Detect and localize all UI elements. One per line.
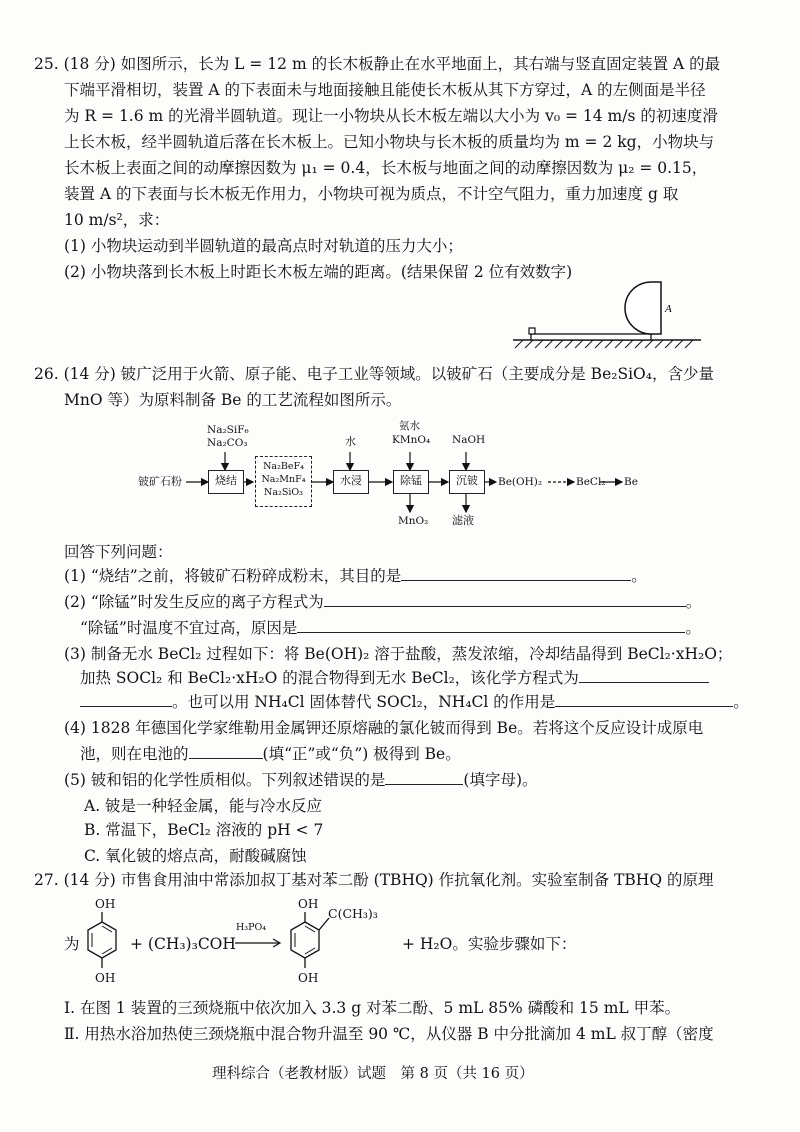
q26-option-c: C. 氧化铍的熔点高，耐酸碱腐蚀 — [84, 847, 307, 865]
page-footer: 理科综合（老教材版）试题 第 8 页（共 16 页） — [212, 1066, 534, 1082]
q25-line-1: 25. (18 分) 如图所示，长为 L = 12 m 的长木板静止在水平地面上，其右端与竖直固定装置 A 的最 — [34, 55, 721, 73]
reagent-ammonia: 氨水 — [399, 420, 420, 432]
q26-part-4b-post: (填“正”或“负”) 极得到 Be。 — [262, 745, 461, 763]
tert-butyl-group: C(CH₃)₃ — [328, 906, 378, 921]
q26-part-2b-text: “除锰”时温度不宜过高，原因是 — [80, 619, 298, 637]
product-na2bef4: Na₂BeF₄ — [263, 461, 304, 472]
q27-step-2: Ⅱ. 用热水浴加热使三颈烧瓶中混合物升温至 90 ℃，从仪器 B 中分批滴加 4 mL 叔丁醇（密度 — [64, 1025, 714, 1043]
oh-bottom-2: OH — [298, 971, 319, 985]
q26-part-4a: (4) 1828 年德国化学家维勒用金属钾还原熔融的氯化铍而得到 Be。若将这个反应设计成原电 — [64, 719, 704, 737]
answer-blank-1[interactable] — [401, 566, 631, 581]
long-board — [531, 334, 651, 340]
q26-part-4b-pre: 池，则在电池的 — [80, 745, 189, 763]
q25-sub-2: (2) 小物块落到长木板上时距长木板左端的距离。(结果保留 2 位有效数字) — [64, 263, 573, 281]
answer-blank-5[interactable] — [385, 770, 463, 785]
q26-option-b: B. 常温下，BeCl₂ 溶液的 pH < 7 — [84, 821, 324, 839]
step-water-leach: 水浸 — [333, 470, 369, 494]
reaction-catalyst: H₃PO₄ — [236, 922, 267, 933]
answer-blank-3b[interactable] — [579, 668, 709, 683]
q25-line-3: 为 R = 1.6 m 的光滑半圆轨道。现让一小物块从长木板左端以大小为 v₀ = 14 m/s 的初速度滑 — [64, 107, 718, 125]
semicircle-device-a — [625, 282, 661, 334]
q27-prefix: 为 — [64, 935, 80, 953]
q26-part-3c-text: 。也可以用 NH₄Cl 固体替代 SOCl₂，NH₄Cl 的作用是 — [172, 693, 556, 711]
sinter-products-box — [255, 456, 312, 507]
answer-blank-2a[interactable] — [324, 592, 686, 607]
q26-line-1: 26. (14 分) 铍广泛用于火箭、原子能、电子工业等领域。以铍矿石（主要成分是 Be₂SiO₄，含少量 — [34, 365, 714, 383]
q26-part-3b-text: 加热 SOCl₂ 和 BeCl₂·xH₂O 的混合物得到无水 BeCl₂，该化学方程式为 — [80, 669, 579, 687]
answer-blank-2b[interactable] — [297, 618, 685, 633]
q25-line-5: 长木板上表面之间的动摩擦因数为 μ₁ = 0.4，长木板与地面之间的动摩擦因数为 μ₂ = 0.15， — [64, 159, 708, 177]
product-na2mnf4: Na₂MnF₄ — [261, 474, 306, 485]
q26-part-2b: “除锰”时温度不宜过高，原因是 。 — [80, 619, 701, 637]
answer-blank-4[interactable] — [189, 744, 263, 759]
q25-line-2: 下端平滑相切，装置 A 的下表面未与地面接触且能使长木板从其下方穿过，A 的左侧面是半径 — [64, 81, 706, 99]
chain-be: Be — [624, 476, 638, 488]
q26-part-5-pre: (5) 铍和铝的化学性质相似。下列叙述错误的是 — [64, 771, 386, 789]
small-block — [529, 328, 535, 334]
reaction-arrow — [233, 936, 283, 950]
output-filtrate: 滤液 — [452, 514, 474, 527]
output-mno2: MnO₂ — [398, 515, 429, 527]
q25-sub-1: (1) 小物块运动到半圆轨道的最高点时对轨道的压力大小； — [64, 237, 463, 255]
q27-step-1: Ⅰ. 在图 1 装置的三颈烧瓶中依次加入 3.3 g 对苯二酚、5 mL 85% 磷酸和 15 mL 甲苯。 — [64, 999, 681, 1017]
product-na2sio3: Na₂SiO₃ — [264, 487, 303, 498]
q26-part-3b — [80, 668, 709, 688]
oh-bottom-1: OH — [95, 971, 116, 985]
q26-part-2a: (2) “除锰”时发生反应的离子方程式为 。 — [64, 593, 702, 611]
ground-hatching — [515, 340, 693, 348]
q26-part-5-post: (填字母)。 — [463, 771, 538, 789]
step-precipitate-be: 沉铍 — [449, 470, 485, 494]
reagent-naoh: NaOH — [452, 434, 486, 446]
oh-top-1: OH — [95, 897, 116, 911]
q25-line-7: 10 m/s²，求： — [64, 211, 170, 229]
answer-blank-3c-2[interactable] — [555, 692, 733, 707]
oh-top-2: OH — [298, 897, 319, 911]
q26-part-4b — [80, 744, 461, 764]
answer-blank-3c-1[interactable] — [80, 692, 172, 707]
q26-line-2: MnO 等）为原料制备 Be 的工艺流程如图所示。 — [64, 391, 402, 409]
step-remove-manganese: 除锰 — [393, 470, 429, 494]
reagent-kmno4: KMnO₄ — [392, 434, 431, 446]
reagent-na2co3: Na₂CO₃ — [207, 437, 248, 449]
reagent-na2sif6: Na₂SiF₆ — [207, 424, 249, 436]
q26-part-5 — [64, 770, 538, 790]
q26-part-1: (1) “烧结”之前，将铍矿石粉碎成粉末，其目的是 。 — [64, 567, 647, 585]
reagent-water: 水 — [345, 435, 356, 448]
device-a-label: A — [665, 303, 672, 315]
q26-option-a: A. 铍是一种轻金属，能与冷水反应 — [84, 797, 323, 815]
q27-tail: + H₂O。实验步骤如下： — [402, 935, 577, 953]
q25-line-4: 上长木板，经半圆轨道后落在长木板上。已知小物块与长木板的质量均为 m = 2 kg，小物块与 — [64, 133, 715, 151]
chain-becl2: BeCl₂ — [576, 476, 606, 488]
q26-prompt: 回答下列问题： — [64, 543, 173, 561]
q26-part-1-text: (1) “烧结”之前，将铍矿石粉碎成粉末，其目的是 — [64, 567, 402, 585]
q26-part-2a-text: (2) “除锰”时发生反应的离子方程式为 — [64, 593, 324, 611]
q27-tert-butanol: + (CH₃)₃COH — [130, 935, 236, 953]
q25-figure — [505, 278, 705, 358]
q27-line-1: 27. (14 分) 市售食用油中常添加叔丁基对苯二酚 (TBHQ) 作抗氧化剂。实验室制备 TBHQ 的原理 — [34, 871, 714, 889]
q25-line-6: 装置 A 的下表面与长木板无作用力，小物块可视为质点，不计空气阻力，重力加速度 g 取 — [64, 185, 679, 203]
chain-beoh2: Be(OH)₂ — [498, 476, 543, 488]
flow-start-ore: 铍矿石粉 — [138, 475, 182, 488]
q26-part-3a: (3) 制备无水 BeCl₂ 过程如下：将 Be(OH)₂ 溶于盐酸，蒸发浓缩，冷却结晶得到 BeCl₂·xH₂O； — [64, 645, 733, 663]
q26-part-3c: 。也可以用 NH₄Cl 固体替代 SOCl₂，NH₄Cl 的作用是 。 — [80, 692, 749, 712]
step-sintering: 烧结 — [208, 470, 244, 494]
